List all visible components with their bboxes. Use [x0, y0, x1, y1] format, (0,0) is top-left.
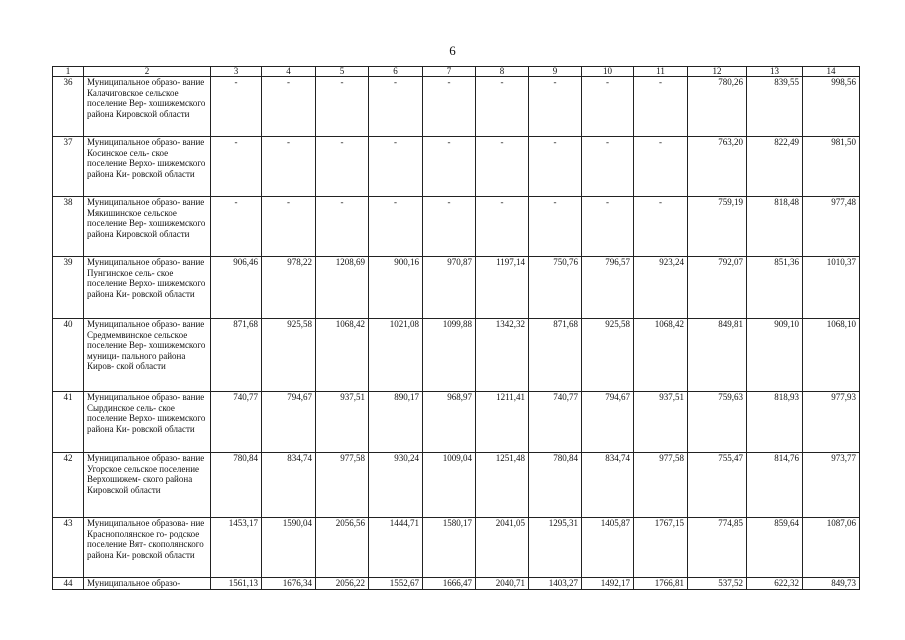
- value-cell: 1251,48: [476, 453, 529, 518]
- row-number: 37: [53, 137, 84, 197]
- value-cell: 890,17: [369, 392, 423, 453]
- value-cell: 925,58: [582, 319, 634, 392]
- value-cell: -: [529, 77, 582, 137]
- value-cell: 1087,06: [803, 518, 860, 578]
- table-row: [53, 392, 860, 453]
- value-cell: -: [369, 77, 423, 137]
- value-cell: 792,07: [688, 257, 747, 319]
- municipality-name: Муниципальное образо- вание Пунгинское сель- ское поселение Верхо- шижемского района Ки- ровской области: [84, 257, 211, 319]
- value-cell: 1068,42: [634, 319, 688, 392]
- row-number: 44: [53, 578, 84, 590]
- value-cell: -: [211, 197, 262, 257]
- header-cell-1: 1: [53, 67, 84, 77]
- header-cell-8: 8: [476, 67, 529, 77]
- value-cell: 978,22: [262, 257, 316, 319]
- value-cell: 1403,27: [529, 578, 582, 590]
- value-cell: -: [582, 197, 634, 257]
- value-cell: 1197,14: [476, 257, 529, 319]
- municipality-name: Муниципальное образо-: [84, 578, 211, 590]
- value-cell: -: [369, 197, 423, 257]
- value-cell: 780,26: [688, 77, 747, 137]
- value-cell: 834,74: [262, 453, 316, 518]
- value-cell: -: [262, 197, 316, 257]
- value-cell: -: [634, 77, 688, 137]
- value-cell: -: [211, 137, 262, 197]
- value-cell: 1068,10: [803, 319, 860, 392]
- value-cell: 1580,17: [423, 518, 476, 578]
- value-cell: -: [634, 197, 688, 257]
- value-cell: -: [476, 197, 529, 257]
- value-cell: 871,68: [211, 319, 262, 392]
- municipality-name: Муниципальное образо- вание Угорское сельское поселение Верхошижем- ского района Кировской области: [84, 453, 211, 518]
- value-cell: 537,52: [688, 578, 747, 590]
- value-cell: 871,68: [529, 319, 582, 392]
- value-cell: 1405,87: [582, 518, 634, 578]
- row-number: 42: [53, 453, 84, 518]
- value-cell: 1099,88: [423, 319, 476, 392]
- value-cell: -: [476, 77, 529, 137]
- value-cell: 1010,37: [803, 257, 860, 319]
- value-cell: 834,74: [582, 453, 634, 518]
- header-cell-7: 7: [423, 67, 476, 77]
- value-cell: 925,58: [262, 319, 316, 392]
- value-cell: 851,36: [747, 257, 803, 319]
- table-row: [53, 518, 860, 578]
- header-cell-5: 5: [316, 67, 369, 77]
- table-row: [53, 578, 860, 590]
- value-cell: 622,32: [747, 578, 803, 590]
- row-number: 41: [53, 392, 84, 453]
- value-cell: 794,67: [582, 392, 634, 453]
- value-cell: -: [262, 137, 316, 197]
- value-cell: 968,97: [423, 392, 476, 453]
- municipality-name: Муниципальное образова- ние Краснополянское го- родское поселение Вят- скополянского района Ки- ровской области: [84, 518, 211, 578]
- value-cell: 998,56: [803, 77, 860, 137]
- value-cell: 970,87: [423, 257, 476, 319]
- page-number: 6: [449, 43, 456, 58]
- row-number: 40: [53, 319, 84, 392]
- value-cell: 1295,31: [529, 518, 582, 578]
- value-cell: 1590,04: [262, 518, 316, 578]
- municipality-name: Муниципальное образо- вание Калачиговское сельское поселение Вер- хошижемского района Кировской области: [84, 77, 211, 137]
- value-cell: 900,16: [369, 257, 423, 319]
- value-cell: -: [316, 77, 369, 137]
- value-cell: 977,58: [634, 453, 688, 518]
- value-cell: 763,20: [688, 137, 747, 197]
- header-cell-9: 9: [529, 67, 582, 77]
- table-row: [53, 453, 860, 518]
- value-cell: 2041,05: [476, 518, 529, 578]
- value-cell: 2056,56: [316, 518, 369, 578]
- value-cell: 759,63: [688, 392, 747, 453]
- value-cell: -: [262, 77, 316, 137]
- row-number: 38: [53, 197, 84, 257]
- value-cell: 1342,32: [476, 319, 529, 392]
- value-cell: 909,10: [747, 319, 803, 392]
- header-cell-12: 12: [688, 67, 747, 77]
- table-row: [53, 77, 860, 137]
- value-cell: -: [476, 137, 529, 197]
- value-cell: -: [529, 137, 582, 197]
- value-cell: -: [316, 137, 369, 197]
- header-cell-6: 6: [369, 67, 423, 77]
- value-cell: -: [582, 137, 634, 197]
- row-number: 39: [53, 257, 84, 319]
- value-cell: -: [211, 77, 262, 137]
- value-cell: 1492,17: [582, 578, 634, 590]
- value-cell: 1552,67: [369, 578, 423, 590]
- row-number: 36: [53, 77, 84, 137]
- header-cell-2: 2: [84, 67, 211, 77]
- value-cell: -: [529, 197, 582, 257]
- value-cell: 1676,34: [262, 578, 316, 590]
- value-cell: -: [582, 77, 634, 137]
- value-cell: -: [316, 197, 369, 257]
- value-cell: 977,48: [803, 197, 860, 257]
- header-cell-3: 3: [211, 67, 262, 77]
- value-cell: 1208,69: [316, 257, 369, 319]
- municipality-name: Муниципальное образо- вание Средмемвинское сельское поселение Вер- хошижемского муници- пального района Киров- ской области: [84, 319, 211, 392]
- value-cell: 796,57: [582, 257, 634, 319]
- value-cell: 740,77: [211, 392, 262, 453]
- header-cell-14: 14: [803, 67, 860, 77]
- value-cell: 859,64: [747, 518, 803, 578]
- value-cell: 1453,17: [211, 518, 262, 578]
- table-row: [53, 137, 860, 197]
- table-row: [53, 319, 860, 392]
- header-cell-11: 11: [634, 67, 688, 77]
- value-cell: 1009,04: [423, 453, 476, 518]
- value-cell: 740,77: [529, 392, 582, 453]
- header-cell-13: 13: [747, 67, 803, 77]
- value-cell: 839,55: [747, 77, 803, 137]
- value-cell: -: [634, 137, 688, 197]
- value-cell: 981,50: [803, 137, 860, 197]
- value-cell: 923,24: [634, 257, 688, 319]
- value-cell: -: [423, 77, 476, 137]
- value-cell: 2040,71: [476, 578, 529, 590]
- value-cell: 906,46: [211, 257, 262, 319]
- value-cell: 930,24: [369, 453, 423, 518]
- value-cell: 818,93: [747, 392, 803, 453]
- value-cell: 755,47: [688, 453, 747, 518]
- value-cell: 794,67: [262, 392, 316, 453]
- value-cell: 814,76: [747, 453, 803, 518]
- municipality-name: Муниципальное образо- вание Мякишинское сельское поселение Вер- хошижемского района Кировской области: [84, 197, 211, 257]
- value-cell: 937,51: [634, 392, 688, 453]
- value-cell: 774,85: [688, 518, 747, 578]
- header-cell-10: 10: [582, 67, 634, 77]
- value-cell: 750,76: [529, 257, 582, 319]
- value-cell: 1767,15: [634, 518, 688, 578]
- municipality-name: Муниципальное образо- вание Косинское сель- ское поселение Верхо- шижемского района Ки- ровской области: [84, 137, 211, 197]
- value-cell: 759,19: [688, 197, 747, 257]
- value-cell: 1666,47: [423, 578, 476, 590]
- value-cell: -: [423, 197, 476, 257]
- value-cell: 849,81: [688, 319, 747, 392]
- value-cell: 780,84: [211, 453, 262, 518]
- municipality-name: Муниципальное образо- вание Сырдинское сель- ское поселение Верхо- шижемского района Ки- ровской области: [84, 392, 211, 453]
- value-cell: 818,48: [747, 197, 803, 257]
- table-row: [53, 197, 860, 257]
- value-cell: 822,49: [747, 137, 803, 197]
- value-cell: 1068,42: [316, 319, 369, 392]
- table-body: [53, 67, 860, 590]
- table-row: [53, 257, 860, 319]
- value-cell: 1444,71: [369, 518, 423, 578]
- value-cell: -: [369, 137, 423, 197]
- value-cell: 937,51: [316, 392, 369, 453]
- value-cell: 849,73: [803, 578, 860, 590]
- value-cell: 780,84: [529, 453, 582, 518]
- value-cell: 973,77: [803, 453, 860, 518]
- header-row: [53, 67, 860, 77]
- value-cell: -: [423, 137, 476, 197]
- value-cell: 2056,22: [316, 578, 369, 590]
- value-cell: 977,93: [803, 392, 860, 453]
- tariff-table: [52, 66, 860, 590]
- value-cell: 1766,81: [634, 578, 688, 590]
- value-cell: 1561,13: [211, 578, 262, 590]
- value-cell: 1211,41: [476, 392, 529, 453]
- value-cell: 1021,08: [369, 319, 423, 392]
- header-cell-4: 4: [262, 67, 316, 77]
- row-number: 43: [53, 518, 84, 578]
- value-cell: 977,58: [316, 453, 369, 518]
